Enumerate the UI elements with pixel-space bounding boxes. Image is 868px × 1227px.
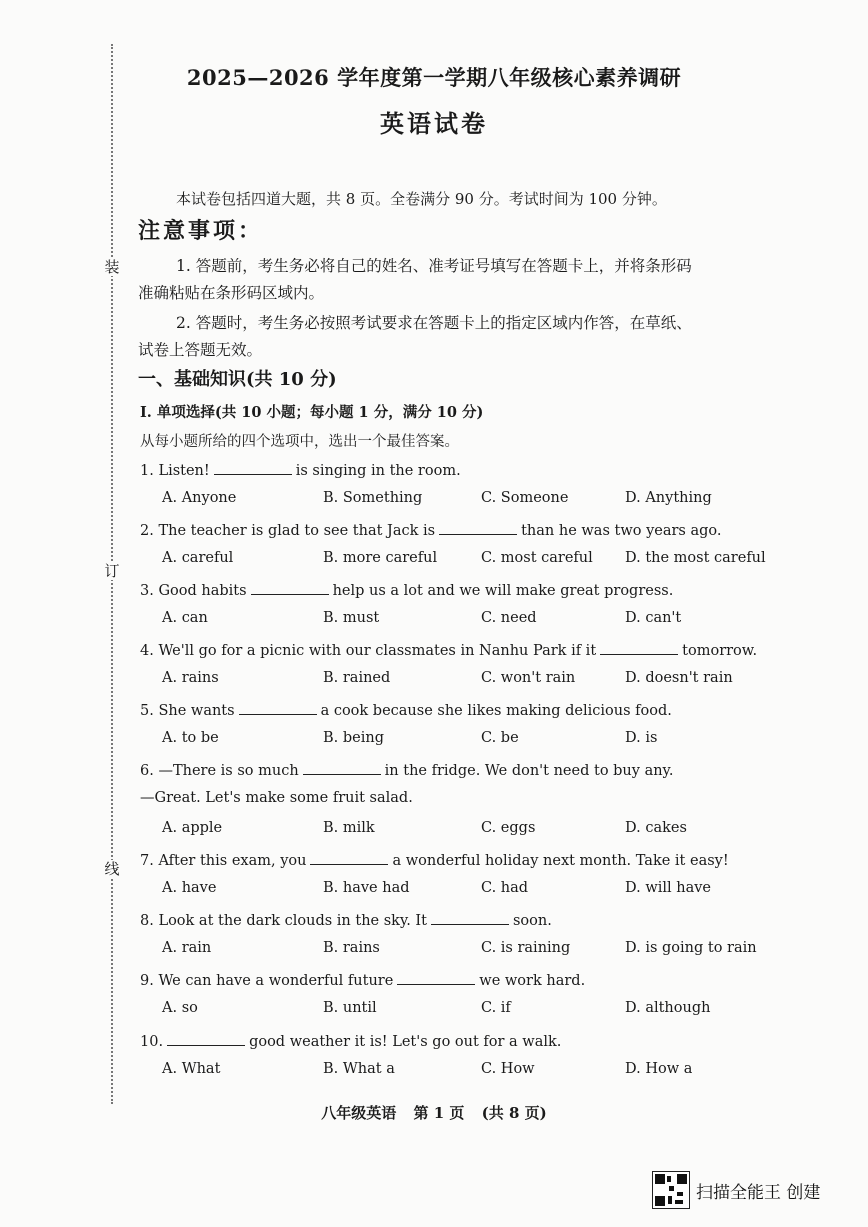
answer-blank xyxy=(251,580,329,595)
notice-line-3: 2. 答题时，考生务必按照考试要求在答题卡上的指定区域内作答，在草纸、 xyxy=(176,314,692,332)
answer-option: B. more careful xyxy=(323,550,438,566)
question-text: a cook because she likes making delicious food. xyxy=(320,703,672,719)
subsection-title: Ⅰ. 单项选择(共 10 小题；每小题 1 分，满分 10 分) xyxy=(140,404,484,421)
question-stem xyxy=(140,460,461,479)
answer-option: A. rains xyxy=(162,670,219,686)
answer-option: C. How xyxy=(481,1061,535,1077)
footer-subject: 八年级英语 xyxy=(321,1104,397,1122)
question-text: a wonderful holiday next month. Take it easy! xyxy=(392,853,729,869)
answer-option: A. What xyxy=(162,1061,221,1077)
answer-blank xyxy=(439,520,517,535)
binding-mark-ding: 订 xyxy=(104,562,120,580)
question-dialogue-line: —Great. Let's make some fruit salad. xyxy=(140,790,413,806)
answer-option: B. What a xyxy=(323,1061,395,1077)
answer-option: C. won't rain xyxy=(481,670,576,686)
answer-blank xyxy=(600,640,678,655)
question-text: 7. After this exam, you xyxy=(140,853,307,869)
answer-option: C. is raining xyxy=(481,940,571,956)
answer-option: D. can't xyxy=(625,610,682,626)
exam-intro: 本试卷包括四道大题，共 8 页。全卷满分 90 分。考试时间为 100 分钟。 xyxy=(176,190,667,208)
question-stem xyxy=(140,850,729,869)
answer-option: B. rains xyxy=(323,940,380,956)
answer-blank xyxy=(239,700,317,715)
answer-option: D. doesn't rain xyxy=(625,670,733,686)
notice-heading: 注意事项： xyxy=(138,218,264,244)
answer-option: C. Someone xyxy=(481,490,569,506)
question-stem xyxy=(140,700,672,719)
question-text: soon. xyxy=(512,913,552,929)
question-text: 2. The teacher is glad to see that Jack is xyxy=(140,523,436,539)
binding-mark-xian: 线 xyxy=(104,860,120,878)
question-text: 6. —There is so much xyxy=(140,763,299,779)
answer-option: C. need xyxy=(481,610,537,626)
question-stem xyxy=(140,910,552,929)
answer-option: B. milk xyxy=(323,820,375,836)
question-text: than he was two years ago. xyxy=(521,523,722,539)
question-text: 5. She wants xyxy=(140,703,235,719)
question-stem xyxy=(140,580,673,599)
answer-option: C. most careful xyxy=(481,550,593,566)
answer-option: C. eggs xyxy=(481,820,536,836)
question-stem xyxy=(140,1031,561,1050)
answer-option: B. being xyxy=(323,730,384,746)
footer-page: 第 1 页 xyxy=(413,1104,465,1122)
qr-code-icon xyxy=(652,1171,690,1209)
answer-option: D. cakes xyxy=(625,820,687,836)
scanner-label: 扫描全能王 创建 xyxy=(696,1182,821,1203)
section-direction: 从每小题所给的四个选项中，选出一个最佳答案。 xyxy=(140,434,459,450)
notice-line-4: 试卷上答题无效。 xyxy=(138,341,263,359)
question-stem xyxy=(140,520,722,539)
question-stem xyxy=(140,760,673,779)
answer-blank xyxy=(431,910,509,925)
answer-option: D. will have xyxy=(625,880,712,896)
answer-option: A. careful xyxy=(162,550,234,566)
scanner-watermark xyxy=(652,1172,820,1208)
binding-mark-zhuang: 装 xyxy=(104,258,120,276)
notice-line-2: 准确粘贴在条形码区域内。 xyxy=(138,284,325,302)
answer-option: D. is going to rain xyxy=(625,940,757,956)
answer-option: B. until xyxy=(323,1000,377,1016)
question-text: we work hard. xyxy=(479,973,586,989)
answer-blank xyxy=(214,460,292,475)
page-footer xyxy=(0,1102,868,1123)
section-title: 一、基础知识(共 10 分) xyxy=(138,369,337,390)
question-text: 8. Look at the dark clouds in the sky. It xyxy=(140,913,427,929)
answer-option: B. Something xyxy=(323,490,423,506)
answer-option: B. have had xyxy=(323,880,410,896)
answer-option: C. be xyxy=(481,730,519,746)
answer-option: A. to be xyxy=(162,730,219,746)
answer-option: D. How a xyxy=(625,1061,693,1077)
question-text: 3. Good habits xyxy=(140,583,247,599)
answer-option: B. rained xyxy=(323,670,391,686)
question-text: 1. Listen! xyxy=(140,463,210,479)
question-text: good weather it is! Let's go out for a walk. xyxy=(249,1034,562,1050)
subject-title: 英语试卷 xyxy=(380,109,488,138)
question-text: in the fridge. We don't need to buy any. xyxy=(384,763,674,779)
answer-option: A. apple xyxy=(162,820,223,836)
answer-blank xyxy=(167,1031,245,1046)
question-text: 9. We can have a wonderful future xyxy=(140,973,394,989)
question-text: help us a lot and we will make great progress. xyxy=(332,583,674,599)
question-stem xyxy=(140,640,757,659)
question-text: tomorrow. xyxy=(682,643,758,659)
question-text: 10. xyxy=(140,1034,164,1050)
answer-option: A. rain xyxy=(162,940,212,956)
question-text: 4. We'll go for a picnic with our classmates in Nanhu Park if it xyxy=(140,643,597,659)
footer-total: (共 8 页) xyxy=(481,1104,547,1122)
answer-option: B. must xyxy=(323,610,380,626)
answer-option: A. have xyxy=(162,880,217,896)
answer-option: D. the most careful xyxy=(625,550,766,566)
question-text: is singing in the room. xyxy=(295,463,461,479)
notice-line-1: 1. 答题前，考生务必将自己的姓名、准考证号填写在答题卡上，并将条形码 xyxy=(176,257,692,275)
answer-blank xyxy=(303,760,381,775)
answer-blank xyxy=(397,970,475,985)
answer-option: A. Anyone xyxy=(162,490,237,506)
answer-option: C. if xyxy=(481,1000,511,1016)
question-stem xyxy=(140,970,585,989)
answer-option: D. is xyxy=(625,730,658,746)
answer-option: C. had xyxy=(481,880,529,896)
exam-title: 2025—2026 学年度第一学期八年级核心素养调研 xyxy=(186,65,682,90)
answer-option: D. although xyxy=(625,1000,711,1016)
answer-option: A. so xyxy=(162,1000,198,1016)
answer-blank xyxy=(310,850,388,865)
answer-option: A. can xyxy=(162,610,208,626)
answer-option: D. Anything xyxy=(625,490,712,506)
